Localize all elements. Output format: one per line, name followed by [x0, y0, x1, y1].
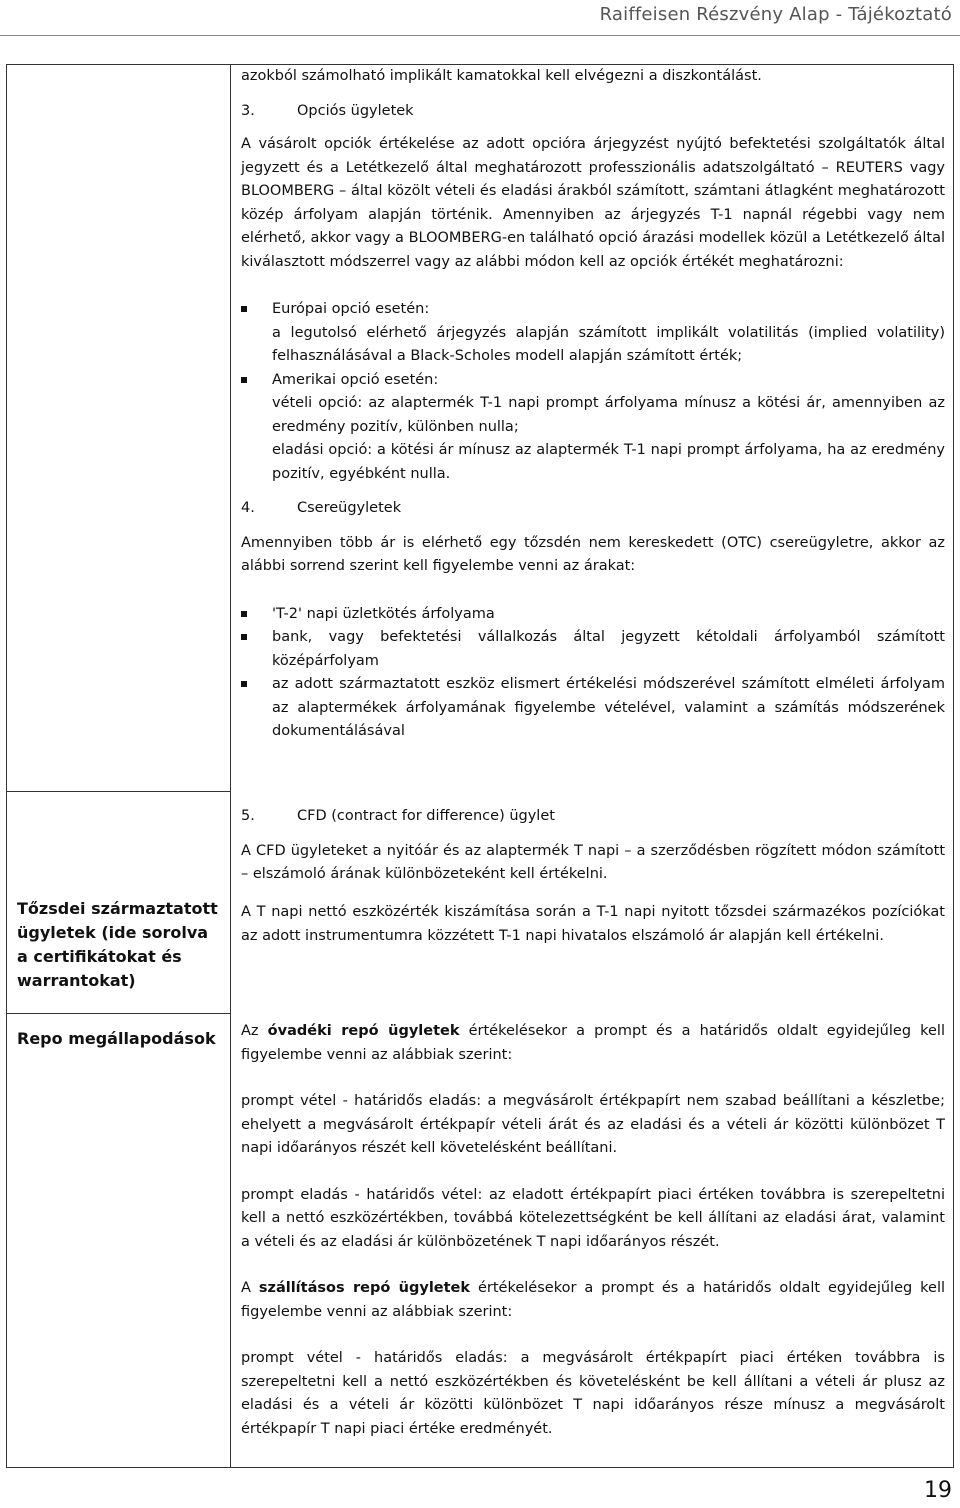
list-item: az adott származtatott eszköz elismert értékelési módszerével számított elméleti árfolyam az alaptermékek árfolyamának figyelembe vételével, valamint a számítás módszerének dokumentálásával	[241, 673, 945, 744]
section-number: 3.	[241, 102, 255, 119]
list-item-title: Európai opció esetén:	[272, 301, 430, 317]
document-table	[6, 64, 954, 1468]
list-item: 'T-2' napi üzletkötés árfolyama	[241, 603, 945, 627]
page-number: 19	[924, 1478, 952, 1503]
repo-paragraph-2: prompt vétel - határidős eladás: a megvásárolt értékpapírt nem szabad beállítani a készletbe; ehelyett a megvásárolt értékpapír vételi árát és az eladási és a vételi ár közötti különbözet T napi időarányos részét kell követelésként beállítani.	[241, 1093, 945, 1156]
section-title: Opciós ügyletek	[297, 102, 414, 119]
list-item-text: vételi opció: az alaptermék T-1 napi prompt árfolyama mínusz a kötési ár, amennyiben az eredmény pozitív, különben nulla;	[272, 395, 945, 435]
text-span: A	[241, 1280, 259, 1296]
list-item-american	[241, 369, 945, 487]
page-header-title: Raiffeisen Részvény Alap - Tájékoztató	[599, 4, 952, 25]
list-item-text: a legutolsó elérhető árjegyzés alapján számított implikált volatilitás (implied volatility) felhasználásával a Black-Scholes modell alapján számított érték;	[272, 324, 945, 364]
text-span: értékelésekor a prompt és a határidős oldalt egyidejűleg kell figyelembe venni az alábbiak szerint:	[241, 1280, 946, 1320]
list-item-text: eladási opció: a kötési ár mínusz az alaptermék T-1 napi prompt árfolyama, ha az eredmény pozitív, egyébként nulla.	[272, 442, 945, 482]
bold-term: szállításos repó ügyletek	[258, 1280, 471, 1296]
section-number: 4.	[241, 500, 255, 516]
text-span: Az	[241, 1023, 268, 1039]
section-3-paragraph: A vásárolt opciók értékelése az adott opcióra árjegyzést nyújtó befektetési szolgáltatók által jegyzett és a Letétkezelő által meghatározott professzionális adatszolgáltató – REUTERS vagy BLOOMBERG – által közölt vételi és eladási árakból számított, számtani átlagként meghatározott közép árfolyam alapján történik. Amennyiben az árjegyzés T-1 napnál régebbi vagy nem elérhető, akkor vagy a BLOOMBERG-en található opció árazási modellek közül a Letétkezelő által kiválasztott módszerrel vagy az alábbi módon kell az opciók értékét meghatározni:	[241, 136, 945, 270]
repo-paragraph-1	[241, 1020, 945, 1067]
exchange-derivatives-paragraph: A T napi nettó eszközérték kiszámítása során a T-1 napi nyitott tőzsdei származékos pozíciókat az adott instrumentumra közzétett T-1 napi hivatalos elszámoló ár alapján kell értékelni.	[241, 904, 945, 944]
section-title: CFD (contract for difference) ügylet	[297, 808, 555, 824]
text-span: értékelésekor a prompt és a határidős oldalt egyidejűleg kell figyelembe venni az alábbiak szerint:	[241, 1023, 945, 1063]
bold-term: óvadéki repó ügyletek	[267, 1023, 460, 1039]
section-cfd	[241, 805, 945, 887]
list-item: bank, vagy befektetési vállalkozás által jegyzett kétoldali árfolyamból számított középárfolyam	[241, 626, 945, 673]
continuation-line: azokból számolható implikált kamatokkal kell elvégezni a diszkontálást.	[241, 68, 762, 84]
header-divider	[0, 35, 960, 36]
row-divider-repo	[7, 1013, 230, 1014]
row-divider-tozsdei	[7, 791, 230, 792]
section-5-heading	[241, 805, 945, 829]
repo-paragraph-5: prompt vétel - határidős eladás: a megvásárolt értékpapírt piaci értéken továbbra is szerepeltetni kell a nettó eszközértékben és követelésként be kell állítani a vételi ár plusz az eladási és a vételi ár közötti különbözet T napi időarányos része mínusz a megvásárolt értékpapír T napi piaci értéke eredményét.	[241, 1350, 945, 1437]
section-title: Csereügyletek	[297, 500, 402, 516]
section-4-paragraph: Amennyiben több ár is elérhető egy tőzsdén nem kereskedett (OTC) csereügyletre, akkor az alábbi sorrend szerint kell figyelembe venni az árakat:	[241, 534, 945, 574]
section-options-swaps	[241, 65, 945, 744]
repo-paragraph-3: prompt eladás - határidős vétel: az eladott értékpapírt piaci értéken továbbra is szerepeltetni kell a nettó eszközértékben, továbbá kötelezettségként be kell állítani az eladási árat, valamint a vételi és az eladási ár különbözetének T napi időarányos részét.	[241, 1186, 945, 1250]
section-3-heading	[241, 100, 945, 124]
section-4-heading	[241, 497, 945, 521]
swap-price-order-list	[241, 603, 945, 744]
label-repo-megallapodasok: Repo megállapodások	[17, 1029, 216, 1048]
repo-paragraph-4	[241, 1277, 945, 1324]
label-tozsdei-szarmaztatott: Tőzsdei származtatott ügyletek (ide sorolva a certifikátokat és warrantokat)	[17, 899, 218, 990]
option-valuation-list	[241, 298, 945, 486]
column-divider	[230, 65, 231, 1467]
section-exchange-derivatives	[241, 901, 945, 948]
section-5-paragraph: A CFD ügyleteket a nyitóár és az alaptermék T napi – a szerződésben rögzített módon számított – elszámoló árának különbözeteként kell értékelni.	[241, 842, 945, 882]
list-item-european	[241, 298, 945, 369]
section-number: 5.	[241, 808, 255, 824]
section-repo	[241, 1020, 945, 1441]
list-item-title: Amerikai opció esetén:	[272, 371, 439, 388]
